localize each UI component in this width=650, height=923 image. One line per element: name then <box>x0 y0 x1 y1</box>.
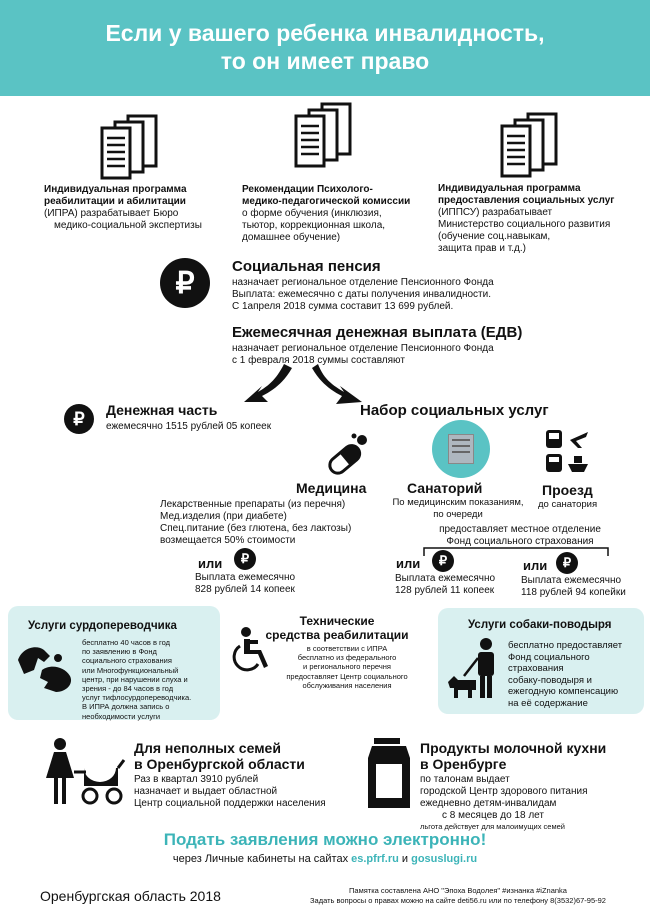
payment-line: 828 рублей 14 копеек <box>195 584 295 595</box>
milk-carton-icon <box>366 736 412 810</box>
guide-dog-title: Услуги собаки-поводыря <box>468 619 612 631</box>
families-section <box>134 740 364 810</box>
travel-payment <box>521 575 626 599</box>
sign-line: В ИПРА должна запись о <box>82 702 170 712</box>
payment-line: 118 рублей 94 копейки <box>521 587 626 598</box>
payment-line: 128 рублей 11 копеек <box>395 585 495 596</box>
cash-text: ежемесячно 1515 рублей 05 копеек <box>106 421 272 432</box>
dairy-line: по талонам выдает <box>420 774 510 785</box>
documents-icon <box>98 112 160 180</box>
document-text: медико-социальной экспертизы <box>54 220 202 231</box>
edv-title: Ежемесячная денежная выплата (ЕДВ) <box>232 324 523 341</box>
families-title: в Оренбургской области <box>134 756 305 772</box>
header-banner <box>0 0 650 96</box>
payment-line: Выплата ежемесячно <box>195 572 296 583</box>
tech-line: обслуживания населения <box>302 680 392 690</box>
sanatorium-icon <box>432 420 490 478</box>
tech-title-line: Технические <box>299 614 375 628</box>
dog-line: ежегодную компенсацию <box>508 686 619 697</box>
edv-text: назначает региональное отделение Пенсионного Фонда <box>232 343 494 354</box>
document-text: (ИПРА) разрабатывает Бюро <box>44 208 179 219</box>
header-title-line1: Если у вашего ребенка инвалидность, <box>105 20 545 46</box>
families-title: Для неполных семей <box>134 740 281 756</box>
online-text <box>0 853 650 865</box>
documents-icon <box>292 100 354 168</box>
services-title: Набор социальных услуг <box>360 402 549 419</box>
pension-title: Социальная пенсия <box>232 258 381 275</box>
document-text: (обучение соц.навыкам, <box>438 231 551 242</box>
sign-line: бесплатно 40 часов в год <box>82 638 171 647</box>
sign-language-hands-icon <box>14 640 76 696</box>
medicine-pill-icon <box>326 432 370 476</box>
sanatorium-or: или <box>396 556 421 571</box>
payment-line: Выплата ежемесячно <box>395 573 496 584</box>
footer-note-line: Памятка составлена АНО "Эпоха Водолея" #изнанка #iZnanka <box>349 886 567 895</box>
document-text: (ИППСУ) разрабатывает <box>438 207 553 218</box>
transport-icon <box>542 428 592 476</box>
tech-line: и регионального перечня <box>303 662 391 672</box>
ruble-icon: ₽ <box>432 550 454 572</box>
dog-line: бесплатно предоставляет <box>508 640 623 651</box>
document-text: Министерство социального развития <box>438 219 611 230</box>
document-title: медико-педагогической комиссии <box>242 196 411 207</box>
dairy-line: льгота действует для малоимущих семей <box>420 822 565 831</box>
dairy-line: с 8 месяцев до 18 лет <box>442 810 544 821</box>
document-title: Индивидуальная программа <box>44 184 187 195</box>
ruble-icon: ₽ <box>64 404 94 434</box>
cash-section <box>106 402 306 433</box>
guide-dog-icon <box>446 636 506 702</box>
fss-line: предоставляет местное отделение <box>439 524 601 535</box>
documents-icon <box>498 110 560 178</box>
document-text: домашнее обучение) <box>242 232 341 243</box>
sign-line: услуг тифлосурдопереводчика. <box>82 693 192 703</box>
pfrf-link[interactable]: es.pfrf.ru <box>351 853 399 865</box>
sanatorium-title: Санаторий <box>407 480 483 496</box>
medicine-or: или <box>198 556 223 571</box>
ruble-icon: ₽ <box>160 258 210 308</box>
dog-line: страхования <box>508 663 564 674</box>
sign-line: зрения - до 84 часов в год <box>82 684 174 694</box>
document-text: о форме обучения (инклюзия, <box>242 208 382 219</box>
dairy-title: в Оренбурге <box>420 756 507 772</box>
gosuslugi-link[interactable]: gosuslugi.ru <box>411 853 478 865</box>
sign-line: необходимости услуги <box>82 711 161 721</box>
medicine-line: Спец.питание (без глютена, без лактозы) <box>160 523 352 534</box>
sanatorium-line: По медицинским показаниям, <box>392 497 524 508</box>
pension-text: назначает региональное отделение Пенсионного Фонда <box>232 277 494 288</box>
document-title: Индивидуальная программа <box>438 183 581 194</box>
dog-line: Фонд социального <box>508 651 590 663</box>
dairy-title: Продукты молочной кухни <box>420 740 607 756</box>
tech-line: в соответствии с ИПРА <box>306 644 388 653</box>
pension-section <box>232 258 552 313</box>
online-prefix: через Личные кабинеты на сайтах <box>172 853 349 865</box>
travel-or: или <box>523 558 548 573</box>
medicine-payment <box>195 572 295 596</box>
medicine-line: Лекарственные препараты (из перечня) <box>160 499 346 510</box>
families-line: Раз в квартал 3910 рублей <box>134 774 259 785</box>
document-ippsu <box>438 183 648 255</box>
medicine-title: Медицина <box>296 480 367 496</box>
sign-language-text <box>82 638 217 721</box>
ruble-icon: ₽ <box>234 548 256 570</box>
sign-line: или Многофункциональный <box>82 665 179 675</box>
sanatorium-text <box>388 497 528 520</box>
sign-line: центр, при нарушении слуха и <box>82 674 188 684</box>
payment-line: Выплата ежемесячно <box>521 575 622 586</box>
edv-text: с 1 февраля 2018 суммы составляют <box>232 355 405 366</box>
footer-note <box>268 886 648 906</box>
document-pmpk <box>242 184 442 244</box>
travel-title: Проезд <box>542 482 593 498</box>
sanatorium-payment <box>395 573 495 597</box>
document-title: предоставления социальных услуг <box>438 195 615 206</box>
header-title-line2: то он имеет право <box>220 48 430 74</box>
tech-title-line: средства реабилитации <box>265 628 409 642</box>
tech-line: предоставляет Центр социального <box>286 671 408 681</box>
edv-section <box>232 324 552 367</box>
fss-line: Фонд социального страхования <box>446 536 594 547</box>
online-and: и <box>401 853 409 865</box>
ruble-icon: ₽ <box>556 552 578 574</box>
sign-line: социального страхования <box>82 656 172 666</box>
guide-dog-text <box>508 640 638 709</box>
mother-stroller-icon <box>44 738 126 808</box>
medicine-line: возмещается 50% стоимости <box>160 535 296 546</box>
footer-region: Оренбургская область 2018 <box>40 888 221 904</box>
pension-text: С 1апреля 2018 сумма составит 13 699 рублей. <box>232 301 454 312</box>
sanatorium-line: по очереди <box>433 508 483 520</box>
dog-line: собаку-поводыря и <box>508 674 592 686</box>
dog-line: на её содержание <box>508 697 588 709</box>
document-text: защита прав и т.д.) <box>438 243 526 254</box>
sign-line: по заявлению в Фонд <box>82 647 157 657</box>
online-title: Подать заявления можно электронно! <box>163 830 487 849</box>
document-title: Рекомендации Психолого- <box>242 184 373 195</box>
travel-text: до санатория <box>538 499 598 510</box>
pension-text: Выплата: ежемесячно с даты получения инвалидности. <box>232 289 491 300</box>
sign-language-title: Услуги сурдопереводчика <box>28 620 177 632</box>
families-line: Центр социальной поддержки населения <box>134 798 326 809</box>
cash-title: Денежная часть <box>106 402 218 418</box>
footer-note-line: Задать вопросы о правах можно на сайте deti56.ru или по телефону 8(3532)67-95-92 <box>310 896 606 905</box>
tech-line: бесплатно из федерального <box>297 653 397 663</box>
tech-title <box>262 614 412 642</box>
dairy-section <box>420 740 648 832</box>
document-ipra <box>44 184 244 232</box>
document-title: реабилитации и абилитации <box>44 196 186 207</box>
tech-text <box>268 644 426 690</box>
medicine-line: Мед.изделия (при диабете) <box>160 511 287 522</box>
medicine-text <box>160 499 390 547</box>
families-line: назначает и выдает областной <box>134 786 278 797</box>
dairy-line: ежедневно детям-инвалидам <box>420 798 557 809</box>
document-text: тьютор, коррекционная школа, <box>242 220 386 231</box>
dairy-line: городской Центр здорового питания <box>420 786 588 797</box>
